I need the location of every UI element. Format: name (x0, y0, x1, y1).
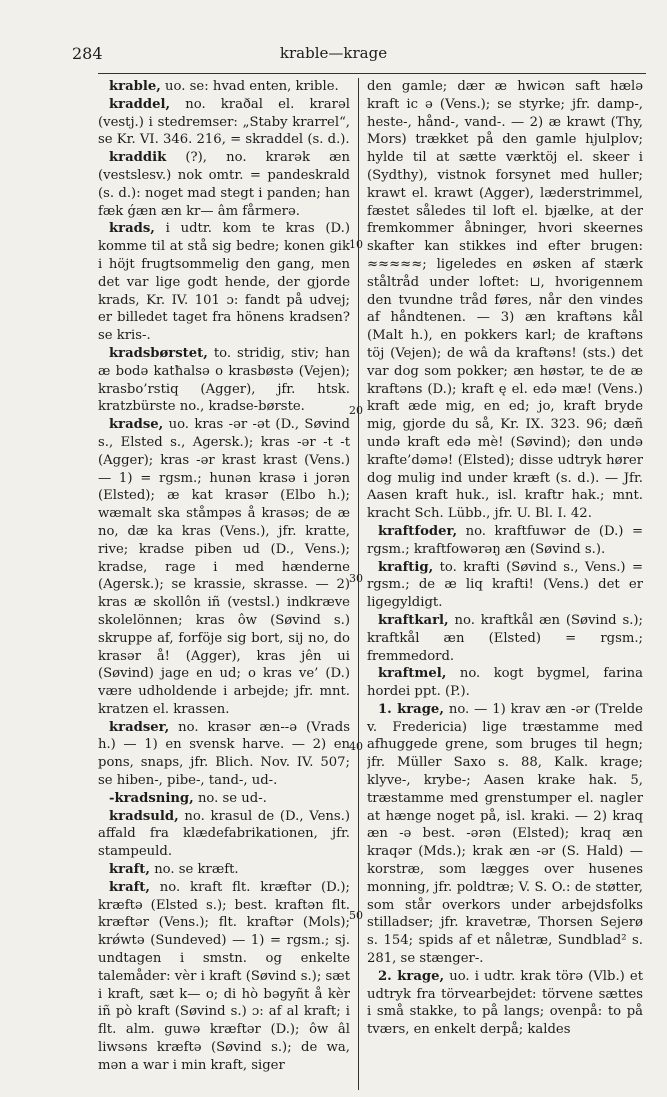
entry-text: no. se kræft. (150, 862, 239, 878)
dictionary-entry (98, 416, 350, 719)
headword: kraftig, (378, 559, 434, 575)
headword: kraftfoder, (378, 523, 458, 539)
entry-text: no. kraftfuwər de (D.) = rgsm.; kraftfowərəŋ æn (Søvind s.). (367, 523, 643, 557)
entry-text: no. krasul de (D., Vens.) affald fra klædefabrikationen, jfr. stampeuld. (98, 808, 350, 860)
entry-text: no. se ud-. (193, 790, 267, 806)
headword: krads, (109, 221, 155, 237)
headword: kraddik (109, 150, 167, 166)
headword: kraft, (109, 879, 150, 895)
dictionary-entry (367, 523, 643, 559)
entry-text: (?), no. krarək æn (vestslesv.) nok omtr. = pandeskrald (s. d.): noget mad stegt i panden; han fæk ǵæn æn kr— âm fårmerə. (98, 150, 350, 219)
dictionary-entry (98, 220, 350, 345)
dictionary-entry (98, 861, 350, 879)
line-number: 20 (349, 404, 363, 417)
headword: 2. krage, (378, 968, 445, 984)
right-column (367, 78, 643, 1090)
line-number: 40 (349, 740, 363, 753)
dictionary-entry (367, 612, 643, 665)
running-title: krable—krage (279, 44, 388, 62)
dictionary-entry (367, 701, 643, 968)
header-rule (98, 73, 646, 74)
entry-text: no. kraftkål æn (Søvind s.); kraftkål æn (Elsted) = rgsm.; fremmedord. (367, 612, 643, 664)
page-number: 284 (72, 44, 103, 63)
dictionary-entry (98, 149, 350, 220)
line-number: 10 (349, 238, 363, 251)
entry-text: den gamle; dær æ hwicən saft hælə kraft ic ə (Vens.); se styrke; jfr. damp-, heste-, hånd-, vand-. — 2) æ krawt (Thy, Mors) trækket på den gamle hjulplov; hylde til at sætte værktöj el. skeer i (Sydthy), vistnok forsynet med huller; krawt el. krawt (Agger), læderstrimmel, fæstet således til loft el. bjælke, at der fremkommer åbninger, hvori skeernes skafter kan stikkes ind efter brugen: ≈≈≈≈≈; ligeledes en øsken af stærk ståltråd under loftet: ⊔, hvorigennem den tvundne tråd føres, når den vindes af håndtenen. — 3) æn kraftəns kål (Malt h.), en pokkers karl; de kraftəns töj (Vejen); de wâ da kraftəns! (sts.) det var dog som pokker; æn høstər, te de æ kraftəns (D.); kraft ę el. edə mæ! (Vens.) kraft æde mig, en ed; jo, kraft bryde mig, gjorde du så, Kr. IX. 323. 96; dæñ undə kraft edə mè! (Søvind); dən undə krafte’dəmə! (Elsted); disse udtryk hører dog mulig ind under kræft (s. d.). — Jfr. Aasen kraft huk., isl. kraftr hak.; mnt. kracht Sch. Lübb., jfr. U. Bl. I. 42. (367, 79, 643, 522)
headword: kraftmel, (378, 666, 447, 682)
dictionary-entry (98, 345, 350, 416)
line-number: 50 (349, 909, 363, 922)
headword: kradsbørstet, (109, 345, 208, 361)
entry-text: no. kraft flt. kræftər (D.); kræftə (Elsted s.); best. kraftən flt. kræftər (Vens.); flt. kraftər (Mols); krǿwtə (Sundeved) — 1) = rgsm.; sj. undtagen i smstn. og enkelte talemåder: vèr i kraft (Søvind s.); sæt i kraft, sæt k— o; di hò bəgyñt å kèr iñ pò kraft (Søvind s.) ɔ: af al kraft; i flt. alm. guwə kræftər (D.); ôw âl liwsəns kræftə (Søvind s.); de wa, mən a war i min kraft, siger (98, 879, 350, 1073)
dictionary-entry (367, 665, 643, 701)
headword: -kradsning, (109, 790, 194, 806)
dictionary-entry (367, 968, 643, 1039)
headword: kradser, (109, 719, 170, 735)
left-column (98, 78, 350, 1090)
entry-text: no. — 1) krav æn -ər (Trelde v. Fredericia) lige træstamme med afhuggede grene, som bruges til hegn; jfr. Müller Saxo s. 88, Kalk. krage; klyve-, krybe-; Aasen krake hak. 5, træstamme med grenstumper el. nagler at hænge noget på, isl. kraki. — 2) kraq æn -ə best. -ərən (Elsted); kraq æn kraqər (Mds.); krak æn -ər (S. Hald) — korstræ, som lægges over husenes monning, jfr. poldtræ; V. S. O.: de støtter, som står overkors under arbejdsfolks stilladser; jfr. kravetræ, Thorsen Sejerø s. 154; spids af et nåletræ, Sundblad² s. 281, se stænger-. (367, 701, 643, 967)
dictionary-entry (98, 96, 350, 149)
entry-text: uo. se: hvad enten, krible. (160, 79, 339, 94)
entry-text: no. kraðal el. krarəl (vestj.) i stedremser: „Staby krarrel“, se Kr. VI. 346. 216, = skraddel (s. d.). (98, 96, 350, 148)
headword: krable, (109, 79, 161, 94)
dictionary-entry (367, 559, 643, 612)
entry-text: no. kogt bygmel, farina hordei ppt. (P.). (367, 666, 643, 700)
dictionary-entry (98, 719, 350, 790)
headword: kraftkarl, (378, 612, 449, 628)
headword: 1. krage, (378, 701, 444, 717)
headword: kradsuld, (109, 808, 179, 824)
dictionary-entry (98, 790, 350, 808)
headword: kradse, (109, 417, 164, 433)
entry-text: no. krasər æn--ə (Vrads h.) — 1) en svensk harve. — 2) en pons, snaps, jfr. Blich. Nov. IV. 507; se hiben-, pibe-, tand-, ud-. (98, 719, 350, 789)
entry-text: to. krafti (Søvind s., Vens.) = rgsm.; de æ liq krafti! (Vens.) det er ligegyldigt. (367, 559, 643, 611)
dictionary-entry (98, 808, 350, 861)
dictionary-entry (98, 78, 350, 96)
headword: kraddel, (109, 96, 171, 112)
dictionary-entry (98, 879, 350, 1075)
entry-text: uo. kras -ər -ət (D., Søvind s., Elsted s., Agersk.); kras -ər -t -t (Agger); kras -ər krast krast (Vens.) — 1) = rgsm.; hunən krasə i jorən (Elsted); æ kat krasər (Elbo h.); wæmalt ska ståmpəs å krasəs; de æ no, dæ ka kras (Vens.), jfr. kratte, rive; kradse piben ud (D., Vens.); kradse, rage i med hænderne (Agersk.); se krassie, skrasse. — 2) kras æ skollôn iñ (vestsl.) indkræve skolelönnen; kras ôw (Søvind s.) skruppe af, forföje sig bort, sij no, do krasər å! (Agger), kras jên ui (Søvind) jage en ud; o kras ve’ (D.) være udholdende i arbejde; jfr. mnt. kratzen el. krassen. (98, 417, 350, 717)
entry-text: i udtr. kom te kras (D.) komme til at stå sig bedre; konen gik i höjt frugtsommelig den gang, men det var lige godt hende, der gjorde krads, Kr. IV. 101 ɔ: fandt på udvej; er billedet taget fra hönens kradsen? se kris-. (98, 221, 350, 344)
entry-text: to. stridig, stiv; han æ bodə katħalsə o krasbøstə (Vejen); krasbo’rstiq (Agger), jfr. htsk. kratzbürste no., kradse-børste. (98, 345, 350, 415)
headword: kraft, (109, 862, 150, 878)
dictionary-entry (367, 78, 643, 523)
entry-text: uo. i udtr. krak törə (Vlb.) et udtryk fra törvearbejdet: törvene sættes i små stakke, to på langs; ovenpå: to på tværs, en enkelt derpå; kaldes (367, 968, 643, 1038)
line-number: 30 (349, 572, 363, 585)
